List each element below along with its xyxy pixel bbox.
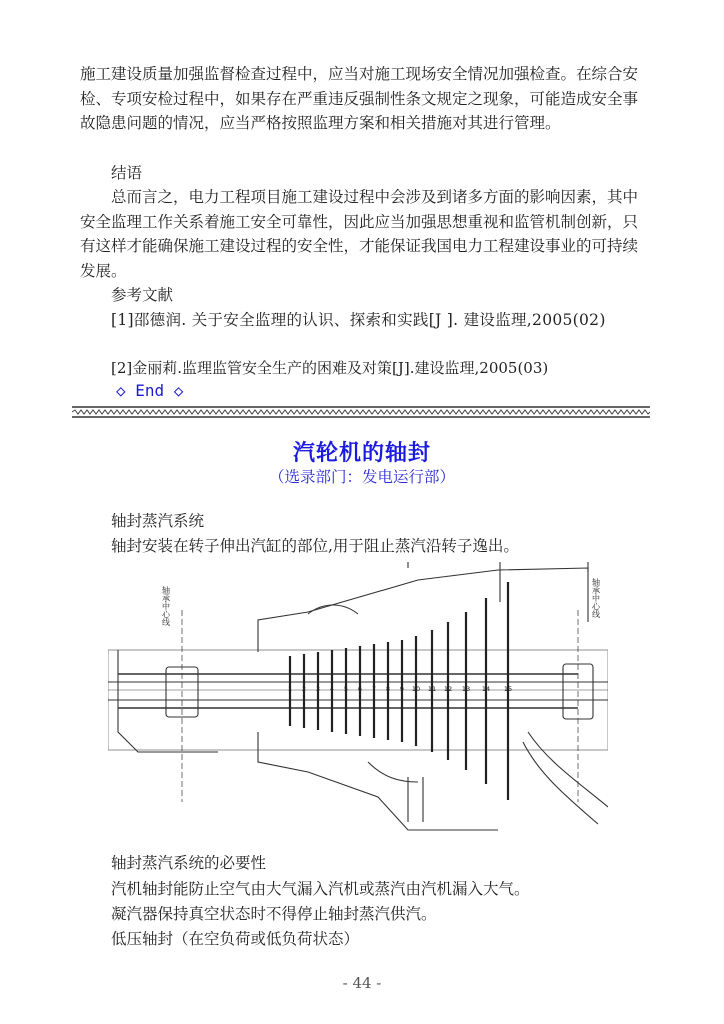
page-number: - 44 - [342,974,382,992]
bearing-centerline-label-right: 轴承中心线 [591,578,601,618]
stage-number-13: 13 [461,685,471,693]
stage-number-10: 10 [411,685,421,693]
article-title: 汽轮机的轴封 [292,441,431,466]
paragraph-supervision: 施工建设质量加强监督检查过程中，应当对施工现场安全情况加强检查。在综合安检、专项安检过程中，如果存在严重违反强制性条文规定之现象，可能造成安全事故隐患问题的情况，应当严格按照监理方案和相关措施对其进行管理。 [80,65,639,132]
stage-number-8: 8 [385,685,391,693]
section-heading: 轴封蒸汽系统 [111,512,205,530]
reference-2: [2]金丽莉.监理监管安全生产的困难及对策[J].建设监理,2005(03) [111,359,549,377]
end-marker: ◇ End ◇ [116,381,184,400]
article-subtitle: （选录部门：发电运行部） [268,468,455,486]
stage-number-6: 6 [357,685,363,693]
necessity-line-3: 低压轴封（在空负荷或低负荷状态） [111,930,360,948]
turbine-shaft-seal-diagram [108,562,608,832]
intro-line: 轴封安装在转子伸出汽缸的部位,用于阻止蒸汽沿转子逸出。 [111,537,519,555]
necessity-heading: 轴封蒸汽系统的必要性 [111,854,267,872]
stage-number-15: 15 [503,685,513,693]
necessity-line-2: 凝汽器保持真空状态时不得停止轴封蒸汽供汽。 [111,905,437,923]
stage-number-11: 11 [427,685,437,693]
references-heading: 参考文献 [111,286,174,304]
conclusion-text: 总而言之，电力工程项目施工建设过程中会涉及到诸多方面的影响因素，其中安全监理工作关系着施工安全可靠性，因此应当加强思想重视和监管机制创新，只有这样才能确保施工建设过程的安全性，才能保证我国电力工程建设事业的可持续发展。 [80,188,639,280]
stage-number-2: 2 [301,685,307,693]
stage-number-7: 7 [371,685,377,693]
necessity-line-1: 汽机轴封能防止空气由大气漏入汽机或蒸汽由汽机漏入大气。 [111,880,530,898]
stage-number-9: 9 [399,685,405,693]
conclusion-heading: 结语 [111,164,143,182]
stage-number-12: 12 [443,685,453,693]
stage-number-5: 5 [343,685,349,693]
section-divider [72,406,650,418]
bearing-centerline-label-left: 轴承中心线 [161,586,171,626]
stage-number-1: 1 [287,685,293,693]
reference-1: [1]邵德润. 关于安全监理的认识、探索和实践[J ]. 建设监理,2005(02) [111,311,606,329]
stage-number-4: 4 [329,685,335,693]
stage-number-3: 3 [315,685,321,693]
stage-number-14: 14 [481,685,491,693]
